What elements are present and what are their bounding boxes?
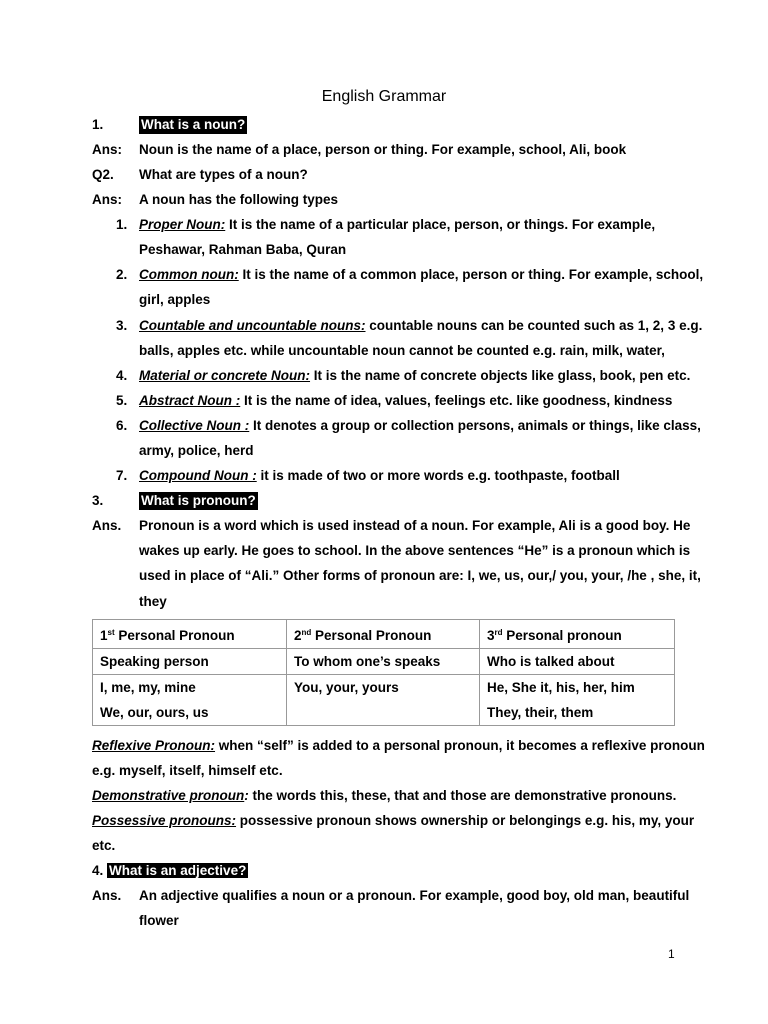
answer-text: A noun has the following types <box>139 192 338 207</box>
table-cell: To whom one’s speaks <box>287 649 480 675</box>
item-text: countable nouns can be counted such as 1, 2, 3 e.g. <box>365 318 703 333</box>
question-text: What is pronoun? <box>141 493 256 508</box>
reflexive-pronoun-def-cont <box>92 762 283 780</box>
item-term: Countable and uncountable nouns: <box>139 318 366 333</box>
definition-term: Reflexive Pronoun: <box>92 738 216 753</box>
table-header-row <box>93 620 675 649</box>
table-row <box>93 649 675 675</box>
table-cell: You, your, yours <box>287 675 480 726</box>
reflexive-pronoun-def <box>92 737 705 755</box>
item-text: It is the name of idea, values, feelings etc. like goodness, kindness <box>240 393 673 408</box>
table-header-cell: 3rd Personal pronoun <box>480 620 675 649</box>
definition-term: Demonstrative pronoun <box>92 788 245 803</box>
answer-label: Ans: <box>92 192 122 207</box>
definition-text: the words this, these, that and those are demonstrative pronouns. <box>248 788 677 803</box>
answer-label: Ans. <box>92 888 122 903</box>
answer-text: flower <box>139 913 179 928</box>
question-text: What are types of a noun? <box>139 167 308 182</box>
question-number: 4. <box>92 863 104 878</box>
item-term: Compound Noun : <box>139 468 257 483</box>
item-text: It is the name of concrete objects like glass, book, pen etc. <box>310 368 691 383</box>
item-number: 2. <box>116 267 128 282</box>
definition-text: e.g. myself, itself, himself etc. <box>92 763 283 778</box>
table-cell: Speaking person <box>93 649 287 675</box>
possessive-pronoun-def <box>92 812 694 830</box>
answer-text: An adjective qualifies a noun or a pronoun. For example, good boy, old man, beautiful <box>139 888 690 903</box>
item-term: Collective Noun : <box>139 418 250 433</box>
item-term: Proper Noun: <box>139 217 226 232</box>
page-title: English Grammar <box>321 88 447 105</box>
item-number: 1. <box>116 217 128 232</box>
answer-text: used in place of “Ali.” Other forms of pronoun are: I, we, us, our,/ you, your, /he , she, it, <box>139 568 701 583</box>
table-header-cell: 2nd Personal Pronoun <box>287 620 480 649</box>
answer-text: Noun is the name of a place, person or thing. For example, school, Ali, book <box>139 142 627 157</box>
item-text: It denotes a group or collection persons, animals or things, like class, <box>249 418 701 433</box>
item-number: 3. <box>116 318 128 333</box>
item-text: it is made of two or more words e.g. toothpaste, football <box>256 468 620 483</box>
item-term: Common noun: <box>139 267 239 282</box>
table-cell: I, me, my, mine We, our, ours, us <box>93 675 287 726</box>
answer-label: Ans: <box>92 142 122 157</box>
demonstrative-pronoun-def <box>92 787 676 805</box>
answer-label: Ans. <box>92 518 122 533</box>
table-header-cell: 1st Personal Pronoun <box>93 620 287 649</box>
table-row <box>93 675 675 726</box>
page-number: 1 <box>668 947 675 961</box>
item-number: 7. <box>116 468 128 483</box>
definition-term: Possessive pronouns: <box>92 813 237 828</box>
possessive-pronoun-def-cont <box>92 837 115 855</box>
question-4 <box>92 862 248 880</box>
answer-text: wakes up early. He goes to school. In the above sentences “He” is a pronoun which is <box>139 543 691 558</box>
item-text: girl, apples <box>139 292 211 307</box>
definition-text: when “self” is added to a personal pronoun, it becomes a reflexive pronoun <box>215 738 705 753</box>
item-number: 6. <box>116 418 128 433</box>
definition-text: etc. <box>92 838 116 853</box>
definition-colon: : <box>244 788 249 803</box>
item-text: It is the name of a particular place, person, or things. For example, <box>225 217 656 232</box>
question-number: 1. <box>92 117 104 132</box>
item-term: Abstract Noun : <box>139 393 241 408</box>
answer-text: they <box>139 594 167 609</box>
item-text: Peshawar, Rahman Baba, Quran <box>139 242 347 257</box>
item-number: 4. <box>116 368 128 383</box>
item-term: Material or concrete Noun: <box>139 368 311 383</box>
item-text: army, police, herd <box>139 443 254 458</box>
question-number: 3. <box>92 493 104 508</box>
item-text: It is the name of a common place, person or thing. For example, school, <box>238 267 704 282</box>
question-text: What is a noun? <box>141 117 246 132</box>
question-text: What is an adjective? <box>109 863 247 878</box>
table-cell: He, She it, his, her, him They, their, them <box>480 675 675 726</box>
item-text: balls, apples etc. while uncountable noun cannot be counted e.g. rain, milk, water, <box>139 343 665 358</box>
answer-text: Pronoun is a word which is used instead of a noun. For example, Ali is a good boy. He <box>139 518 691 533</box>
personal-pronoun-table <box>92 619 675 726</box>
item-number: 5. <box>116 393 128 408</box>
question-number: Q2. <box>92 167 114 182</box>
table-cell: Who is talked about <box>480 649 675 675</box>
definition-text: possessive pronoun shows ownership or belongings e.g. his, my, your <box>236 813 695 828</box>
